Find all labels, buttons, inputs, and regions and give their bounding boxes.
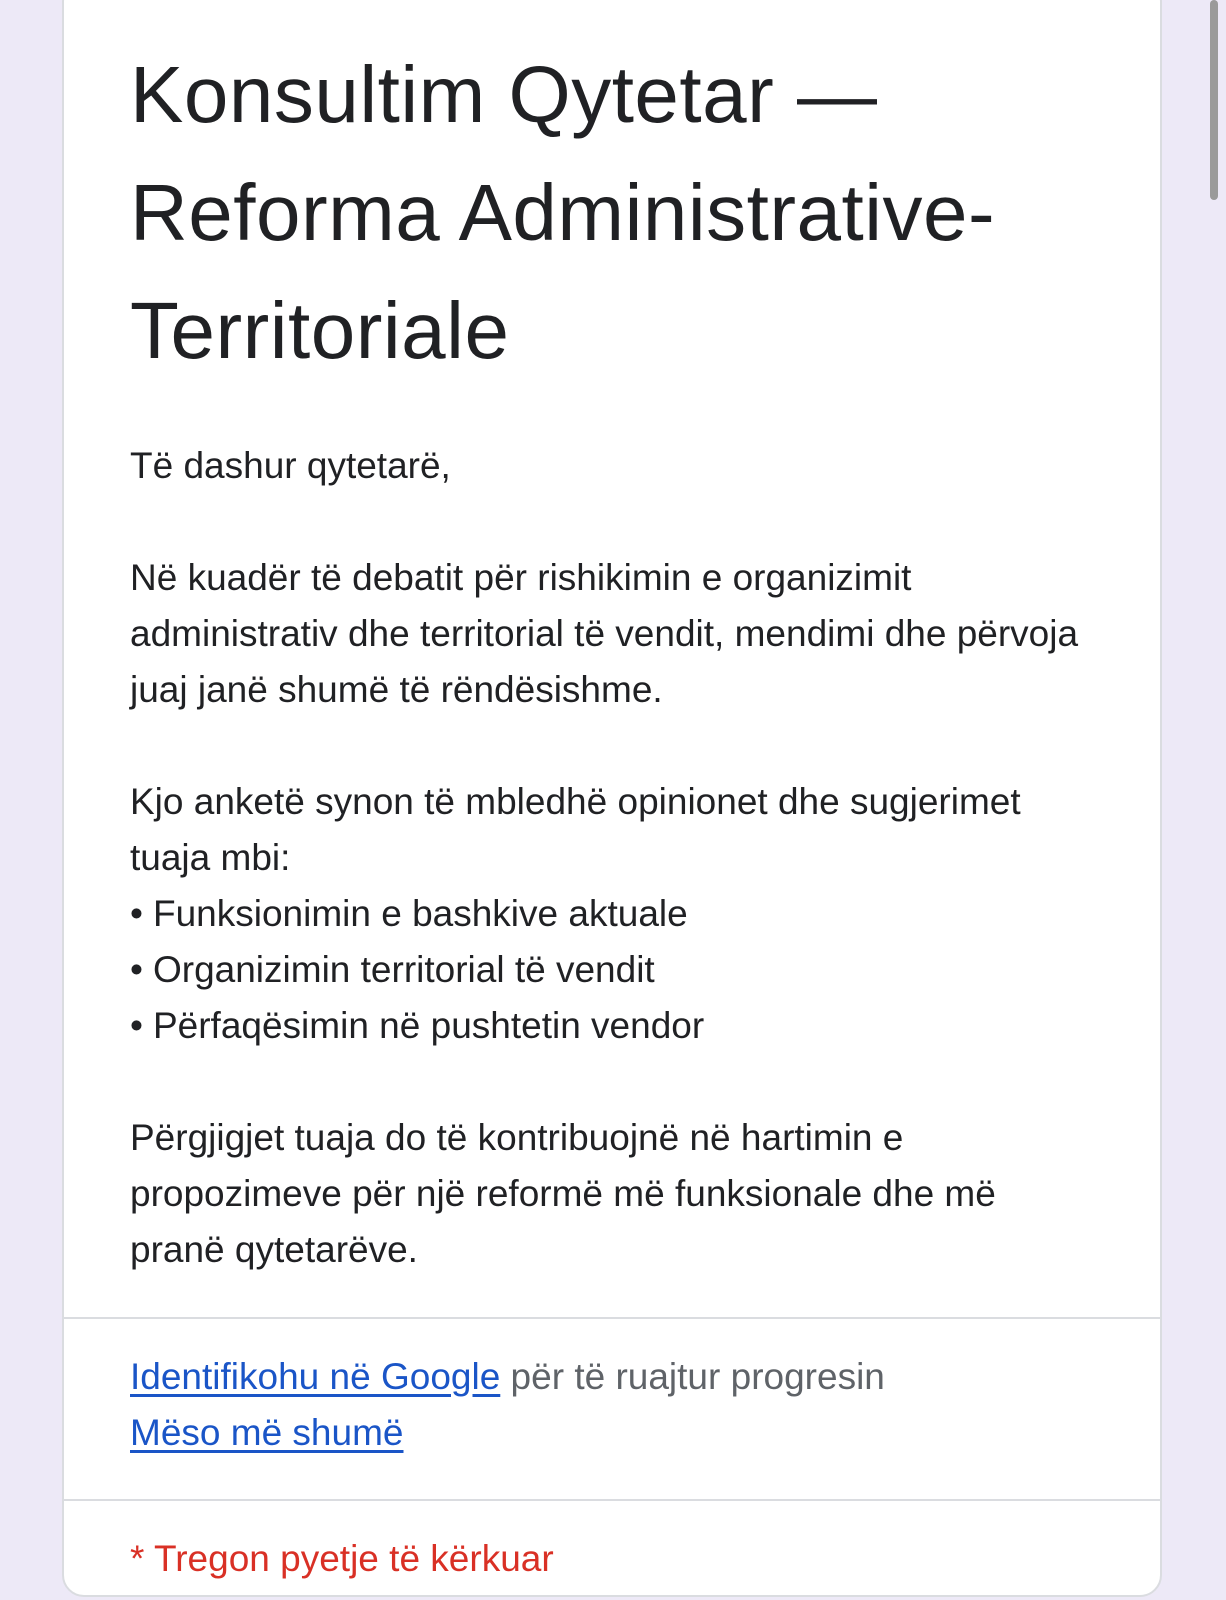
signin-line: [130, 1349, 1094, 1405]
bullet-dot: •: [130, 949, 143, 990]
description-paragraph-2: [130, 774, 1094, 1054]
topic-label: Funksionimin e bashkive aktuale: [152, 893, 688, 934]
signin-section: [64, 1319, 1160, 1499]
form-header-card: [62, 0, 1162, 1597]
description-paragraph-3: Përgjigjet tuaja do të kontribuojnë në hartimin e propozimeve për një reformë më funksionale dhe më pranë qytetarëve.: [130, 1117, 996, 1270]
required-questions-note: * Tregon pyetje të kërkuar: [130, 1538, 554, 1579]
topic-item: [130, 998, 1094, 1054]
bullet-dot: •: [130, 893, 143, 934]
topic-label: Organizimin territorial të vendit: [152, 949, 655, 990]
learn-more-line: [130, 1405, 1094, 1461]
page-scrollbar[interactable]: [1210, 0, 1218, 200]
form-description: [130, 438, 1094, 1278]
topic-label: Përfaqësimin në pushtetin vendor: [152, 1005, 705, 1046]
topic-item: [130, 942, 1094, 998]
description-paragraph-1: Në kuadër të debatit për rishikimin e organizimit administrativ dhe territorial të vendit, mendimi dhe përvoja juaj janë shumë të rëndësishme.: [130, 557, 1079, 710]
topic-item: [130, 886, 1094, 942]
learn-more-link[interactable]: Mëso më shumë: [130, 1412, 404, 1453]
description-paragraph-2-intro: Kjo anketë synon të mbledhë opinionet dhe sugjerimet tuaja mbi:: [130, 781, 1021, 878]
form-header: [64, 0, 1160, 1278]
greeting-text: Të dashur qytetarë,: [130, 445, 451, 486]
google-signin-link[interactable]: Identifikohu në Google: [130, 1356, 501, 1397]
form-title: Konsultim Qytetar — Reforma Administrative-Territoriale: [130, 50, 996, 375]
topics-list: [130, 886, 1094, 1054]
signin-suffix-text: për të ruajtur progresin: [500, 1356, 885, 1397]
bullet-dot: •: [130, 1005, 143, 1046]
